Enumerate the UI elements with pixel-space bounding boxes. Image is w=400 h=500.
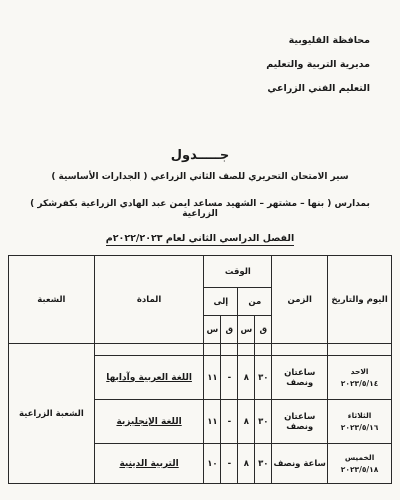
from-q-cell: ٣٠ xyxy=(255,400,272,444)
duration-cell: ساعتان ونصف xyxy=(272,356,328,400)
day-label: الثلاثاء xyxy=(347,410,372,420)
header-day-date: اليوم والتاريخ xyxy=(328,256,392,344)
from-s-cell: ٨ xyxy=(238,444,255,484)
day-date-cell xyxy=(328,356,392,400)
document-subtitle xyxy=(20,172,380,226)
date-label: ٢٠٢٣/٥/١٤ xyxy=(340,378,379,388)
from-s-cell: ٨ xyxy=(238,400,255,444)
to-s-cell: ١١ xyxy=(204,356,221,400)
to-s-cell: ١٠ xyxy=(204,444,221,484)
department-label: التعليم الفني الزراعي xyxy=(267,83,370,94)
subject-cell: اللغة الإنجليزية xyxy=(94,400,204,444)
from-s-cell: ٨ xyxy=(238,356,255,400)
day-label: الاحد xyxy=(350,366,369,376)
header-to-q: ق xyxy=(221,316,238,344)
header-to-s: س xyxy=(204,316,221,344)
duration-cell: ساعتان ونصف xyxy=(272,400,328,444)
subtitle-line-1: سير الامتحان التحريري للصف الثاني الزراعي ( الجدارات الأساسية ) xyxy=(51,172,349,182)
header-from-s: س xyxy=(238,316,255,344)
document-title: جـــــدول xyxy=(170,148,230,163)
semester-text: الفصل الدراسي الثاني لعام ٢٠٢٢/٢٠٢٣م xyxy=(105,233,295,244)
to-q-cell: - xyxy=(221,356,238,400)
day-date-cell xyxy=(328,400,392,444)
subtitle-line-2: بمدارس ( بنها – مشتهر – الشهيد مساعد ايمن عبد الهادي الزراعية بكفرشكر ) الزراعية xyxy=(30,199,370,219)
subject-cell: التربية الدينية xyxy=(94,444,204,484)
semester-label xyxy=(0,233,400,244)
header-from: من xyxy=(238,288,272,316)
duration-cell: ساعة ونصف xyxy=(272,444,328,484)
date-label: ٢٠٢٣/٥/١٦ xyxy=(340,422,379,432)
directorate-label: مديرية التربية والتعليم xyxy=(266,59,370,70)
governorate-label: محافظة القليوبية xyxy=(288,35,370,46)
exam-schedule-table xyxy=(8,255,392,484)
header-time: الوقت xyxy=(204,256,272,288)
to-q-cell: - xyxy=(221,444,238,484)
field-cell: الشعبة الزراعية xyxy=(9,344,95,484)
header-field: الشعبة xyxy=(9,256,95,344)
subject-cell: اللغة العربية وآدابها xyxy=(94,356,204,400)
header-from-q: ق xyxy=(255,316,272,344)
header-duration: الزمن xyxy=(272,256,328,344)
from-q-cell: ٣٠ xyxy=(255,444,272,484)
table-spacer-row xyxy=(9,344,392,356)
letterhead xyxy=(220,36,370,108)
header-subject: المادة xyxy=(94,256,204,344)
to-q-cell: - xyxy=(221,400,238,444)
from-q-cell: ٣٠ xyxy=(255,356,272,400)
to-s-cell: ١١ xyxy=(204,400,221,444)
header-to: إلى xyxy=(204,288,238,316)
date-label: ٢٠٢٣/٥/١٨ xyxy=(340,464,379,474)
day-date-cell xyxy=(328,444,392,484)
day-label: الخميس xyxy=(344,452,375,462)
